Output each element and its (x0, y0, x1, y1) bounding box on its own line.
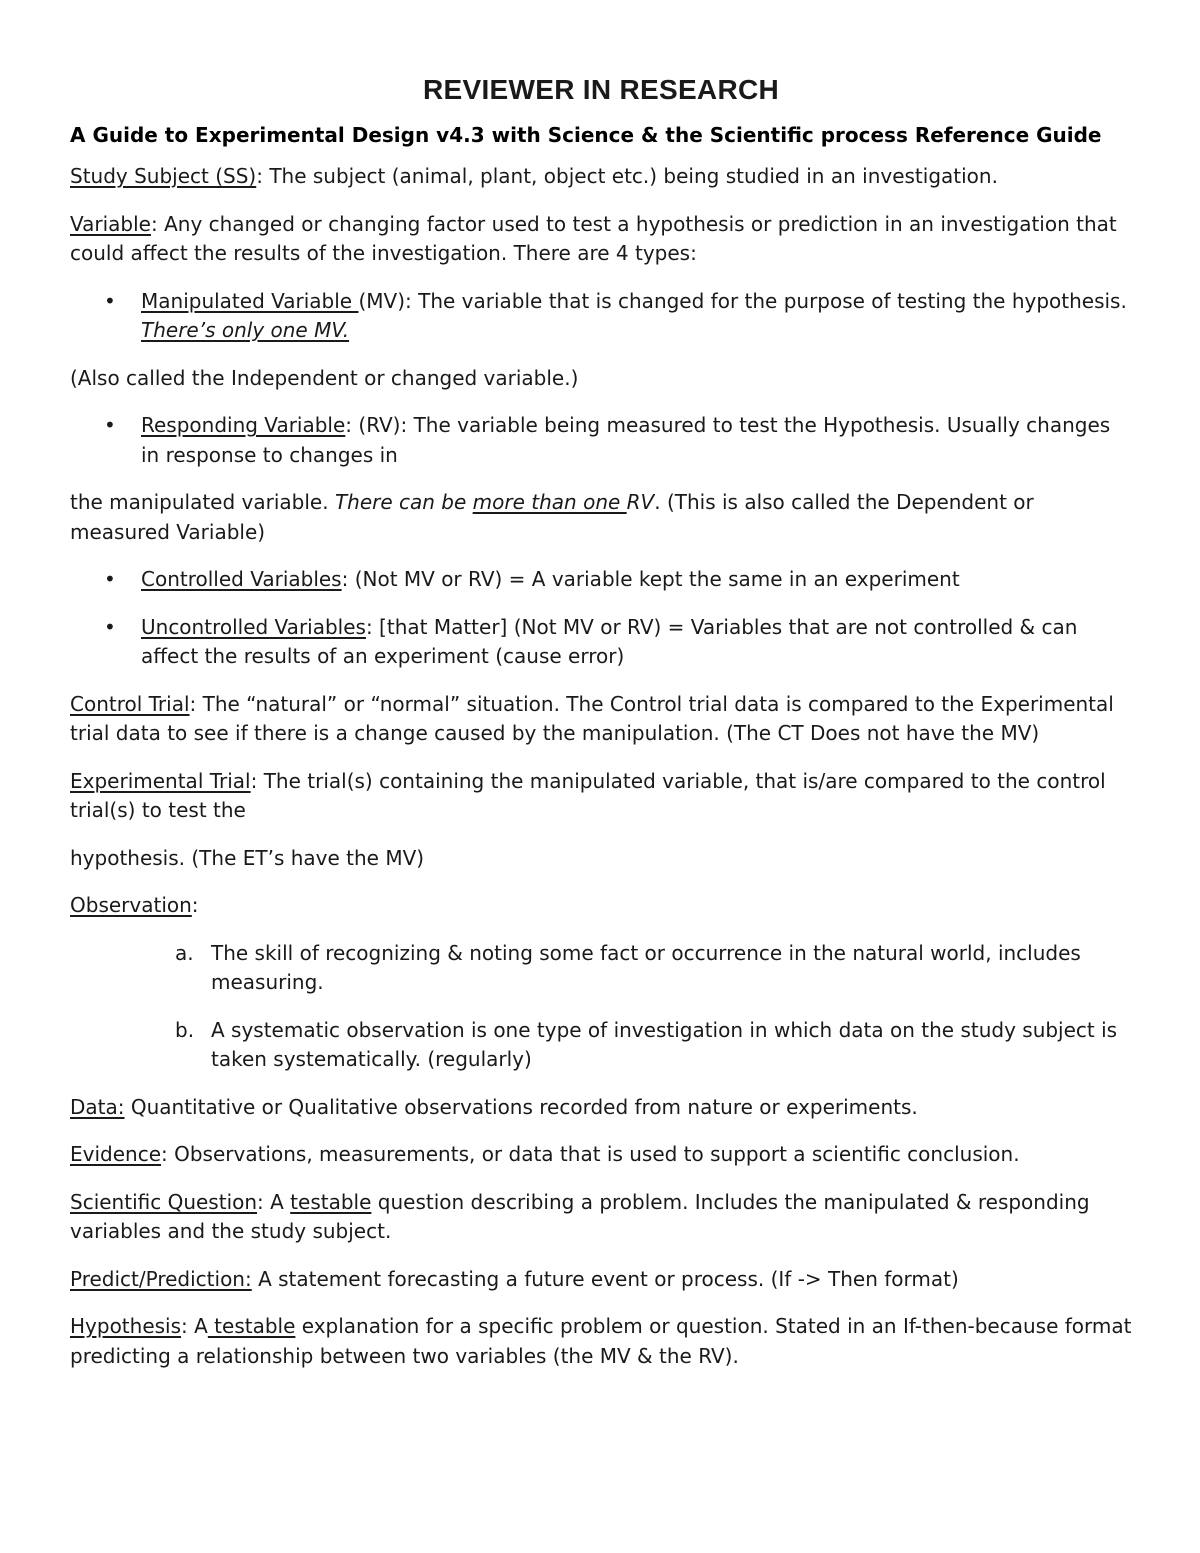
list-item-text: The skill of recognizing & noting some fact or occurrence in the natural world, includes measuring. (211, 940, 1081, 994)
mv-text: (MV): The variable that is changed for the purpose of testing the hypothesis. (358, 288, 1127, 313)
rv-cont-text: the manipulated variable. (70, 490, 335, 514)
variable-types-list-1 (70, 287, 1132, 346)
rv-cont-tail: . (This is also called the Dependent or measured Variable) (70, 490, 1034, 544)
control-trial-term: Control Trial (70, 691, 190, 716)
ucv-term: Uncontrolled Variables (141, 614, 366, 639)
document-page (70, 68, 1132, 1389)
hyp-text-a: : A (181, 1314, 208, 1338)
prediction-text: A statement forecasting a future event or process. (If -> Then format) (251, 1266, 959, 1291)
study-subject-definition (70, 162, 1132, 192)
data-text: Quantitative or Qualitative observations recorded from nature or experiments. (124, 1094, 918, 1119)
experimental-trial-definition (70, 767, 1132, 826)
list-item-manipulated-variable (70, 287, 1132, 346)
data-term: Data: (70, 1094, 125, 1119)
prediction-definition (70, 1265, 1132, 1295)
page-subtitle: A Guide to Experimental Design v4.3 with Science & the Scientific process Reference Guide (70, 123, 1102, 147)
variable-types-list-3 (70, 565, 1132, 672)
rv-cont-rv: RV (626, 490, 655, 514)
mv-term: Manipulated Variable (141, 288, 359, 313)
ucv-text: : [that Matter] (Not MV or RV) = Variables that are not controlled & can affect the results of an experiment (cause error) (141, 614, 1078, 668)
rv-cont-italic: There can be (334, 490, 473, 514)
scientific-question-definition (70, 1188, 1132, 1247)
sq-testable: testable (290, 1189, 372, 1214)
mv-note: (Also called the Independent or changed variable.) (70, 365, 579, 390)
et-continuation: hypothesis. (The ET’s have the MV) (70, 845, 425, 870)
variable-term: Variable (70, 211, 151, 236)
list-item-uncontrolled-variables (70, 613, 1132, 672)
mv-emphasis: There’s only one MV. (141, 318, 350, 342)
observation-definition (70, 891, 1132, 921)
variable-types-list-2 (70, 411, 1132, 470)
cv-text: : (Not MV or RV) = A variable kept the same in an experiment (341, 567, 960, 591)
rv-continuation (70, 488, 1132, 547)
variable-definition (70, 210, 1132, 269)
scientific-question-term: Scientific Question (70, 1189, 258, 1214)
list-item-responding-variable (70, 411, 1132, 470)
evidence-definition (70, 1140, 1132, 1170)
observation-list (70, 939, 1132, 1075)
page-title: REVIEWER IN RESEARCH (422, 74, 780, 105)
hypothesis-term: Hypothesis (70, 1314, 182, 1338)
experimental-trial-term: Experimental Trial (70, 768, 251, 793)
sq-text-a: : A (257, 1189, 291, 1214)
hyp-text-b: explanation for a specific problem or question. Stated in an If-then-because format predicting a relationship between two variables (the MV & the RV). (70, 1314, 1132, 1368)
experimental-trial-text: : The trial(s) containing the manipulated variable, that is/are compared to the control trial(s) to test the (70, 768, 1106, 822)
cv-term: Controlled Variables (141, 567, 342, 591)
list-marker: b. (175, 1017, 195, 1042)
observation-term: Observation (70, 893, 192, 917)
variable-text: : Any changed or changing factor used to test a hypothesis or prediction in an investigation that could affect the results of the investigation. There are 4 types: (70, 211, 1117, 265)
list-marker: a. (175, 940, 194, 965)
list-item-text: A systematic observation is one type of investigation in which data on the study subject is taken systematically. (regularly) (211, 1017, 1118, 1071)
study-subject-text: : The subject (animal, plant, object etc.) being studied in an investigation. (256, 164, 998, 188)
evidence-term: Evidence (70, 1142, 162, 1166)
list-item-controlled-variables (70, 565, 1132, 595)
list-item (70, 1016, 1132, 1075)
rv-text: : (RV): The variable being measured to test the Hypothesis. Usually changes in response to changes in (141, 413, 1111, 467)
rv-cont-underlined: more than one (472, 490, 627, 514)
sq-text-b: question describing a problem. Includes the manipulated & responding variables and the study subject. (70, 1189, 1090, 1243)
study-subject-term: Study Subject (SS) (70, 164, 257, 188)
hyp-testable: testable (207, 1314, 296, 1338)
evidence-text: : Observations, measurements, or data that is used to support a scientific conclusion. (161, 1142, 1020, 1166)
observation-text: : (191, 893, 199, 917)
control-trial-text: : The “natural” or “normal” situation. The Control trial data is compared to the Experimental trial data to see if there is a change caused by the manipulation. (The CT Does not have the MV) (70, 691, 1114, 745)
hypothesis-definition (70, 1312, 1132, 1371)
list-item (70, 939, 1132, 998)
control-trial-definition (70, 690, 1132, 749)
data-definition (70, 1093, 1132, 1123)
rv-term: Responding Variable (141, 413, 346, 437)
prediction-term: Predict/Prediction: (70, 1266, 252, 1291)
